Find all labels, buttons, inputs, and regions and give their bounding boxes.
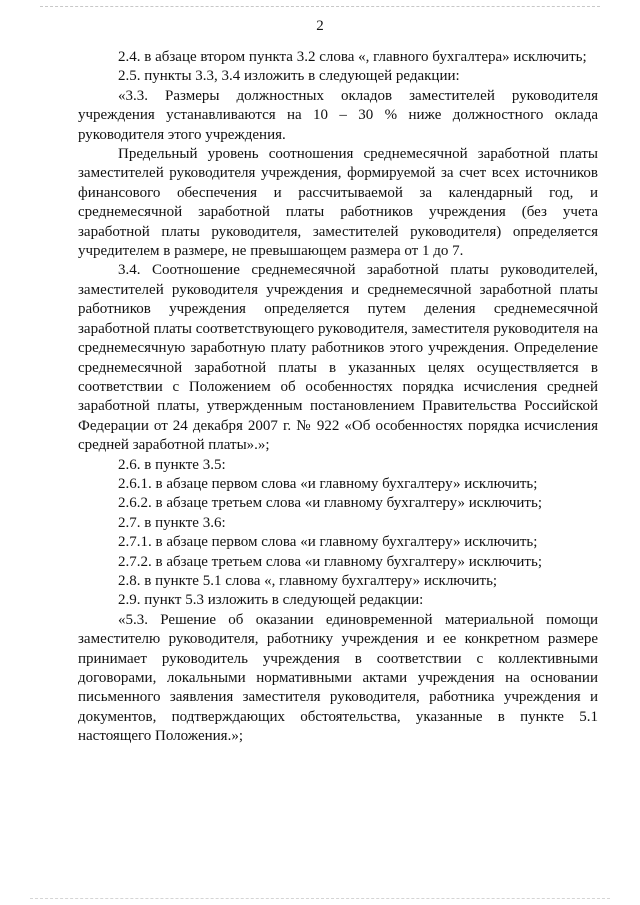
paragraph-2-5: 2.5. пункты 3.3, 3.4 изложить в следующей редакции:	[118, 68, 460, 85]
paragraph-3-4: 3.4. Соотношение среднемесячной заработной платы руководителей, заместителей руководителя учреждения и среднемесячной заработной платы работников учреждения определяется путем деления среднемесячной заработной платы соответствующего руководителя, заместителя руководителя на среднемесячную заработную плату работников этого учреждения. Определение среднемесячной заработной платы в указанных целях осуществляется в соответствии с Положением об особенностях порядка исчисления средней заработной платы, утвержденным постановлением Правительства Российской Федерации от 24 декабря 2007 г. № 922 «Об особенностях порядка исчисления средней заработной платы».»;	[78, 262, 598, 454]
paragraph-2-8: 2.8. в пункте 5.1 слова «, главному бухгалтеру» исключить;	[118, 572, 498, 589]
paragraph-3-3: «3.3. Размеры должностных окладов заместителей руководителя учреждения устанавливаются на 10 – 30 % ниже должностного оклада руководителя этого учреждения.	[78, 87, 598, 143]
paragraph-3-3-limit: Предельный уровень соотношения среднемесячной заработной платы заместителей руководителя учреждения, формируемой за счет всех источников финансового обеспечения и рассчитываемой за календарный год, и среднемесячной заработной платы работников учреждения (без учета заработной платы руководителя, заместителей руководителя) определяется учредителем в размере, не превышающем размера от 1 до 7.	[78, 146, 598, 260]
scan-edge-top	[40, 6, 600, 7]
paragraph-2-7: 2.7. в пункте 3.6:	[118, 514, 226, 531]
paragraph-2-7-2: 2.7.2. в абзаце третьем слова «и главному бухгалтеру» исключить;	[118, 553, 542, 570]
paragraph-5-3: «5.3. Решение об оказании единовременной материальной помощи заместителю руководителя, работнику учреждения и ее конкретном размере принимает руководитель учреждения в соответствии с коллективными договорами, локальными нормативными актами учреждения на основании письменного заявления заместителя руководителя, работника учреждения и документов, подтверждающих обстоятельства, указанные в пункте 5.1 настоящего Положения.»;	[78, 611, 598, 745]
scan-edge-bottom	[30, 898, 610, 899]
paragraph-2-4: 2.4. в абзаце втором пункта 3.2 слова «, главного бухгалтера» исключить;	[118, 49, 587, 65]
paragraph-2-6-1: 2.6.1. в абзаце первом слова «и главному бухгалтеру» исключить;	[118, 475, 538, 492]
page-number: 2	[316, 18, 324, 34]
paragraph-2-6: 2.6. в пункте 3.5:	[118, 456, 226, 473]
document-body	[78, 48, 598, 747]
paragraph-2-7-1: 2.7.1. в абзаце первом слова «и главному бухгалтеру» исключить;	[118, 534, 538, 551]
paragraph-2-6-2: 2.6.2. в абзаце третьем слова «и главному бухгалтеру» исключить;	[118, 495, 542, 512]
paragraph-2-9: 2.9. пункт 5.3 изложить в следующей редакции:	[118, 592, 424, 609]
